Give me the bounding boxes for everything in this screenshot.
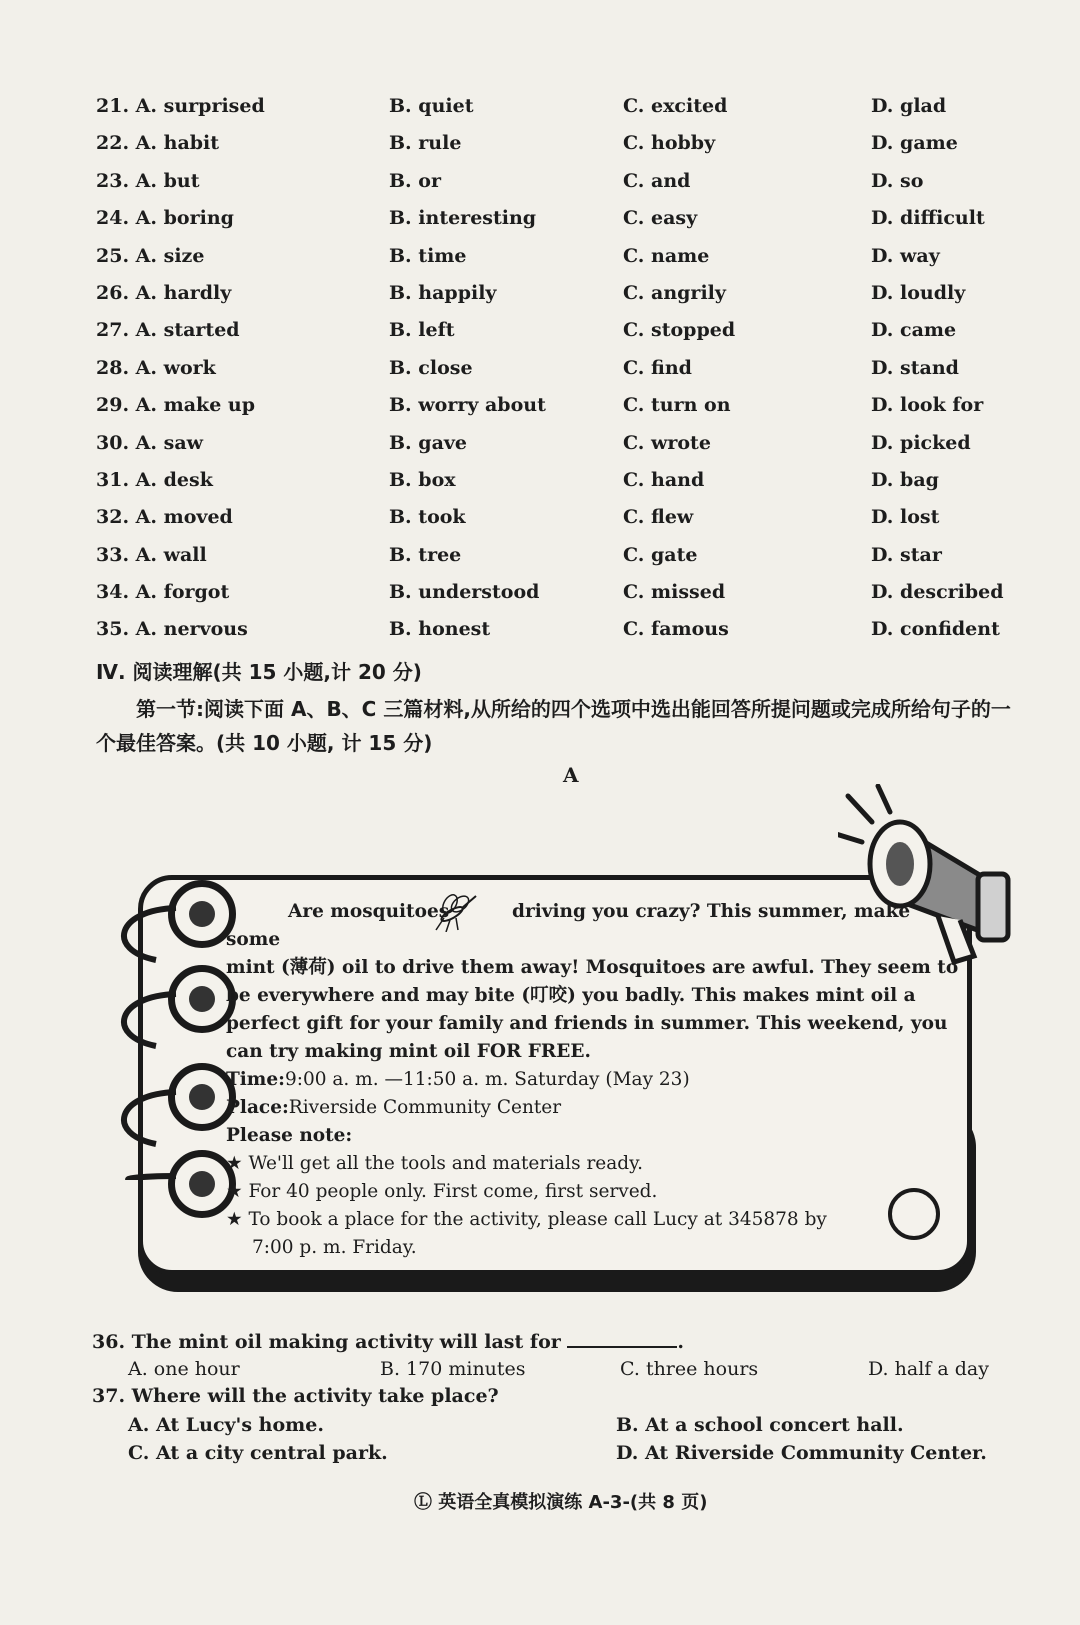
option-a: 31. A. desk [96,468,213,491]
option-b: B. gave [389,431,468,454]
option-b: B. At a school concert hall. [616,1414,904,1436]
passage-label: A [563,763,579,787]
notice-intro-part1: Are mosquitoes [288,901,450,922]
option-a: 27. A. started [96,319,240,342]
option-c: C. easy [623,207,698,230]
option-b: B. 170 minutes [380,1358,526,1380]
option-b: B. rule [389,132,462,155]
option-d: D. star [871,543,942,566]
option-d: D. At Riverside Community Center. [616,1442,987,1464]
answer-blank [567,1330,677,1348]
option-a: 33. A. wall [96,543,207,566]
option-a: 22. A. habit [96,132,220,155]
notice-place [226,1094,966,1122]
option-row [96,282,996,319]
option-row [96,544,996,581]
option-b: B. time [389,244,467,267]
note-item: ★ To book a place for the activity, please call Lucy at 345878 by [226,1209,827,1230]
page-footer: Ⓛ 英语全真模拟演练 A-3-(共 8 页) [414,1492,708,1513]
option-c: C. and [623,169,691,192]
section-title: Ⅳ. 阅读理解(共 15 小题,计 20 分) [96,660,422,684]
question-stem: 36. The mint oil making activity will last for [92,1331,561,1353]
option-d: D. came [871,319,957,342]
option-b: B. took [389,506,466,529]
option-d: D. stand [871,356,959,379]
place-label: Place: [226,1097,289,1118]
option-d: D. difficult [871,207,985,230]
option-b: B. interesting [389,207,537,230]
option-c: C. stopped [623,319,736,342]
option-row [96,432,996,469]
option-row [96,581,1004,618]
option-row [96,319,996,356]
option-a: 23. A. but [96,169,200,192]
option-a: 25. A. size [96,244,205,267]
time-value: 9:00 a. m. —11:50 a. m. Saturday (May 23) [284,1069,690,1090]
note-item: ★ We'll get all the tools and materials ready. [226,1153,643,1174]
notice-intro-part2: driving you crazy? This summer, make some [226,901,911,950]
option-a: 21. A. surprised [96,95,265,117]
option-c: C. famous [623,618,729,641]
option-c: C. turn on [623,394,731,417]
option-row [96,469,996,506]
option-d: D. way [871,244,940,267]
option-d: D. lost [871,506,940,529]
option-a: 28. A. work [96,356,216,379]
option-b: B. quiet [389,95,474,117]
option-row [96,506,996,543]
option-row [96,95,996,132]
option-row [96,207,996,244]
option-row [96,170,996,207]
option-row [96,394,996,431]
question-end: . [677,1331,684,1353]
option-b: B. box [389,468,456,491]
option-b: B. honest [389,618,491,641]
option-row [96,618,1000,655]
option-d: D. game [871,132,958,155]
option-row [96,132,996,169]
option-c: C. gate [623,543,698,566]
option-a: 32. A. moved [96,506,233,529]
option-d: D. loudly [871,281,966,304]
option-row [96,245,996,282]
option-c: C. At a city central park. [128,1442,388,1464]
option-d: D. bag [871,468,939,491]
question-37: 37. Where will the activity take place? [92,1385,499,1407]
option-c: C. name [623,244,710,267]
option-b: B. happily [389,281,497,304]
option-d: D. glad [871,95,947,117]
option-c: C. hobby [623,132,716,155]
option-c: C. flew [623,506,694,529]
notice-body: mint (薄荷) oil to drive them away! Mosquitoes are awful. They seem to be everywhere and may bite (叮咬) you badly. This makes mint oil a perfect gift for your family and friends in summer. This weekend, you can try making mint oil FOR FREE. [226,957,959,1062]
notice-time [226,1066,966,1094]
option-a: 26. A. hardly [96,281,232,304]
option-b: B. understood [389,581,540,604]
option-row [96,357,996,394]
option-a: A. At Lucy's home. [128,1414,324,1436]
option-a: A. one hour [128,1358,240,1380]
option-b: B. worry about [389,394,546,417]
option-a: 29. A. make up [96,394,256,417]
ring-wires [96,880,186,1180]
question-36 [92,1330,684,1353]
option-c: C. hand [623,468,705,491]
option-d: D. half a day [868,1358,989,1380]
note-item-continued: 7:00 p. m. Friday. [252,1237,417,1258]
option-d: D. look for [871,394,984,417]
option-c: C. wrote [623,431,711,454]
option-d: D. so [871,169,924,192]
note-item: ★ For 40 people only. First come, first served. [226,1181,658,1202]
option-b: B. tree [389,543,462,566]
option-c: C. excited [623,95,728,117]
option-b: B. close [389,356,473,379]
notice-intro [226,898,966,954]
option-b: B. left [389,319,455,342]
cloze-options [96,95,1004,656]
option-a: 24. A. boring [96,207,234,230]
option-c: C. find [623,356,692,379]
time-label: Time: [226,1069,285,1090]
note-label: Please note: [226,1125,353,1146]
option-b: B. or [389,169,441,192]
option-c: C. three hours [620,1358,759,1380]
notice-text [226,898,966,1262]
option-c: C. missed [623,581,726,604]
option-a: 35. A. nervous [96,618,248,641]
section-instructions: 第一节:阅读下面 A、B、C 三篇材料,从所给的四个选项中选出能回答所提问题或完成所给句子的一个最佳答案。(共 10 小题, 计 15 分) [96,697,1011,755]
option-c: C. angrily [623,281,726,304]
option-a: 34. A. forgot [96,581,230,604]
place-value: Riverside Community Center [288,1097,562,1118]
option-d: D. picked [871,431,971,454]
option-a: 30. A. saw [96,431,204,454]
option-d: D. described [871,581,1004,604]
option-d: D. confident [871,618,1000,641]
